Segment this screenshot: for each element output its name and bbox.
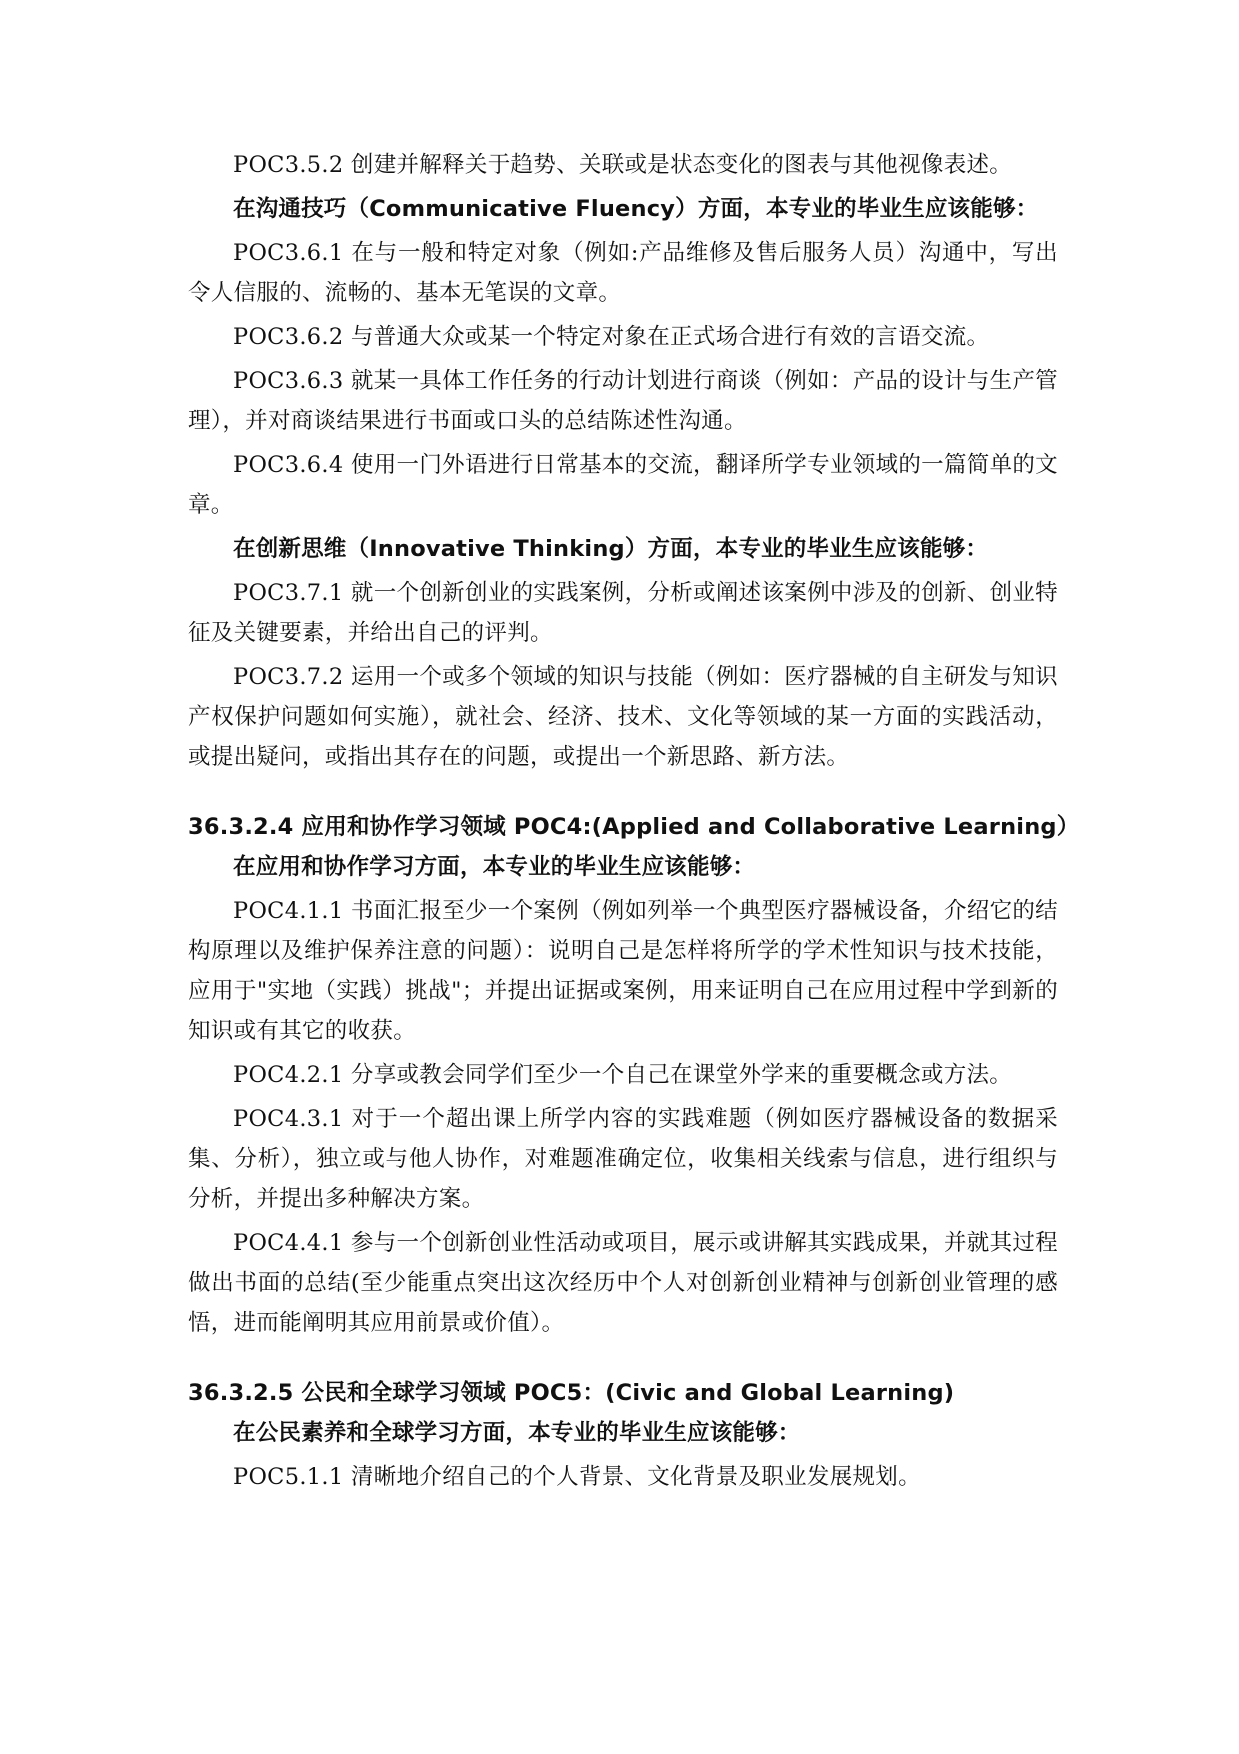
document-page — [188, 145, 1080, 1497]
section-heading-poc4: 36.3.2.4 应用和协作学习领域 POC4:(Applied and Collaborative Learning） — [188, 814, 1080, 840]
paragraph-poc4-4-1: POC4.4.1 参与一个创新创业性活动或项目，展示或讲解其实践成果，并就其过程做出书面的总结(至少能重点突出这次经历中个人对创新创业精神与创新创业管理的感悟，进而能阐明其应用前景或价值）。 — [188, 1230, 1058, 1336]
subheading-civic-learning: 在公民素养和全球学习方面，本专业的毕业生应该能够： — [233, 1420, 801, 1446]
paragraph-poc4-2-1: POC4.2.1 分享或教会同学们至少一个自己在课堂外学来的重要概念或方法。 — [233, 1062, 1013, 1088]
paragraph-poc3-6-1: POC3.6.1 在与一般和特定对象（例如:产品维修及售后服务人员）沟通中，写出令人信服的、流畅的、基本无笔误的文章。 — [188, 240, 1058, 306]
section-heading-poc5: 36.3.2.5 公民和全球学习领域 POC5：(Civic and Global Learning) — [188, 1380, 955, 1406]
paragraph-poc3-6-2: POC3.6.2 与普通大众或某一个特定对象在正式场合进行有效的言语交流。 — [233, 324, 990, 350]
paragraph-poc4-3-1: POC4.3.1 对于一个超出课上所学内容的实践难题（例如医疗器械设备的数据采集、分析），独立或与他人协作，对难题准确定位，收集相关线索与信息，进行组织与分析，并提出多种解决方案。 — [188, 1106, 1058, 1212]
paragraph-poc5-1-1: POC5.1.1 清晰地介绍自己的个人背景、文化背景及职业发展规划。 — [233, 1464, 921, 1490]
subheading-applied-learning: 在应用和协作学习方面，本专业的毕业生应该能够： — [233, 854, 756, 880]
paragraph-poc3-5-2: POC3.5.2 创建并解释关于趋势、关联或是状态变化的图表与其他视像表述。 — [233, 152, 1013, 178]
subheading-innovative-thinking: 在创新思维（Innovative Thinking）方面，本专业的毕业生应该能够： — [233, 536, 989, 562]
paragraph-poc4-1-1: POC4.1.1 书面汇报至少一个案例（例如列举一个典型医疗器械设备，介绍它的结构原理以及维护保养注意的问题）：说明自己是怎样将所学的学术性知识与技术技能，应用于"实地（实践）挑战"；并提出证据或案例，用来证明自己在应用过程中学到新的知识或有其它的收获。 — [188, 898, 1058, 1044]
paragraph-poc3-6-4: POC3.6.4 使用一门外语进行日常基本的交流，翻译所学专业领域的一篇简单的文章。 — [188, 452, 1058, 518]
paragraph-poc3-7-1: POC3.7.1 就一个创新创业的实践案例，分析或阐述该案例中涉及的创新、创业特征及关键要素，并给出自己的评判。 — [188, 580, 1058, 646]
paragraph-poc3-7-2: POC3.7.2 运用一个或多个领域的知识与技能（例如：医疗器械的自主研发与知识产权保护问题如何实施），就社会、经济、技术、文化等领域的某一方面的实践活动，或提出疑问，或指出其存在的问题，或提出一个新思路、新方法。 — [188, 664, 1058, 770]
paragraph-poc3-6-3: POC3.6.3 就某一具体工作任务的行动计划进行商谈（例如：产品的设计与生产管理），并对商谈结果进行书面或口头的总结陈述性沟通。 — [188, 368, 1058, 434]
subheading-communicative-fluency: 在沟通技巧（Communicative Fluency）方面，本专业的毕业生应该能够： — [233, 196, 1039, 222]
